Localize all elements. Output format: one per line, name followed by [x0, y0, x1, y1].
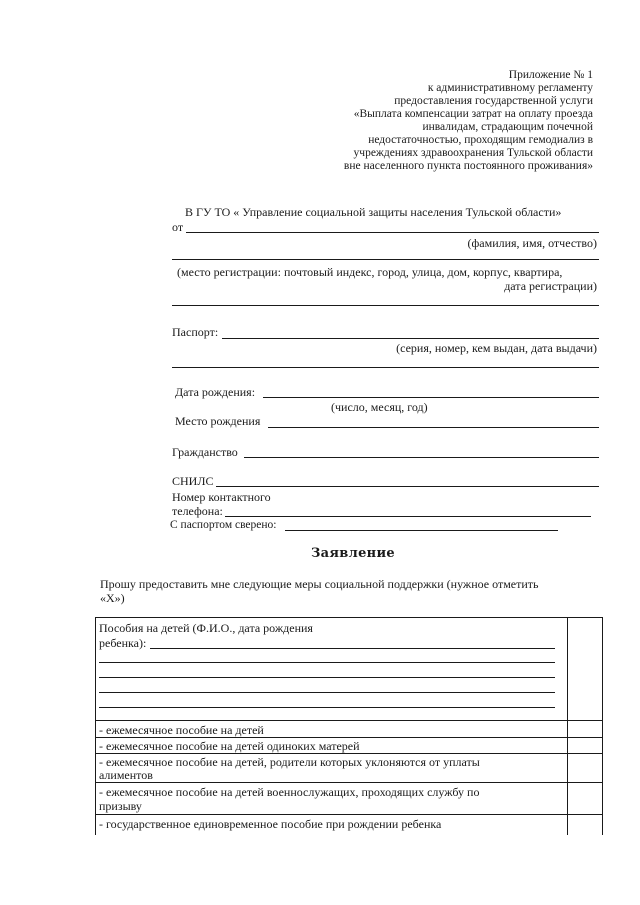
- addressee-to: В ГУ ТО « Управление социальной защиты населения Тульской области»: [185, 205, 562, 219]
- dob-line[interactable]: [263, 397, 599, 398]
- fio-line[interactable]: [186, 232, 599, 233]
- header-line-4: «Выплата компенсации затрат на оплату проезда: [353, 108, 593, 120]
- benefit-checkbox[interactable]: [568, 754, 602, 782]
- table-row-divider: [95, 782, 603, 783]
- phone-line[interactable]: [225, 516, 591, 517]
- benefit-row-label: - ежемесячное пособие на детей военнослужащих, проходящих службу по: [99, 785, 480, 799]
- table-row-divider: [95, 814, 603, 815]
- benefit-row-label: - ежемесячное пособие на детей, родители которых уклоняются от уплаты: [99, 755, 480, 769]
- citizenship-line[interactable]: [244, 457, 599, 458]
- snils-line[interactable]: [216, 486, 599, 487]
- header-line-1: Приложение № 1: [508, 69, 593, 81]
- dob-label: Дата рождения:: [175, 385, 256, 399]
- birthplace-line[interactable]: [268, 427, 599, 428]
- from-label: от: [172, 220, 184, 234]
- citizenship-label: Гражданство: [172, 445, 238, 459]
- table-row-divider: [95, 720, 603, 721]
- children-line[interactable]: [99, 707, 555, 708]
- registration-hint-2: дата регистрации): [504, 279, 597, 293]
- statement-intro-2: «Х»): [100, 591, 125, 605]
- passport-label: Паспорт:: [172, 325, 219, 339]
- benefit-checkbox[interactable]: [568, 738, 602, 753]
- registration-hint-1: (место регистрации: почтовый индекс, город, улица, дом, корпус, квартира,: [177, 265, 563, 279]
- children-line[interactable]: [99, 677, 555, 678]
- children-line[interactable]: [99, 692, 555, 693]
- benefit-checkbox[interactable]: [568, 721, 602, 737]
- children-label-1: Пособия на детей (Ф.И.О., дата рождения: [99, 621, 313, 635]
- table-row-divider: [95, 737, 603, 738]
- fio-line-2[interactable]: [172, 259, 599, 260]
- header-line-7: учреждениях здравоохранения Тульской области: [353, 147, 593, 159]
- registration-line[interactable]: [172, 305, 599, 306]
- benefit-checkbox[interactable]: [568, 783, 602, 814]
- benefit-checkbox[interactable]: [568, 815, 602, 835]
- snils-label: СНИЛС: [172, 474, 214, 488]
- table-left-border: [95, 617, 96, 835]
- header-line-6: недостаточностью, проходящим гемодиализ в: [368, 134, 593, 146]
- table-right-border: [602, 617, 603, 835]
- header-line-2: к административному регламенту: [427, 82, 593, 94]
- passport-line-2[interactable]: [172, 367, 599, 368]
- birthplace-label: Место рождения: [175, 414, 261, 428]
- phone-label-2: телефона:: [172, 504, 223, 518]
- statement-intro-1: Прошу предоставить мне следующие меры социальной поддержки (нужное отметить: [100, 577, 539, 591]
- table-top-border: [95, 617, 603, 618]
- passport-hint: (серия, номер, кем выдан, дата выдачи): [396, 341, 597, 355]
- children-line[interactable]: [99, 662, 555, 663]
- header-line-5: инвалидам, страдающим почечной: [422, 121, 593, 133]
- verified-label: С паспортом сверено:: [170, 519, 277, 531]
- statement-title: Заявление: [311, 546, 396, 561]
- children-checkbox[interactable]: [568, 618, 602, 720]
- benefit-row-label: - ежемесячное пособие на детей одиноких матерей: [99, 739, 360, 753]
- children-line[interactable]: [150, 648, 555, 649]
- fio-hint: (фамилия, имя, отчество): [467, 236, 597, 250]
- header-line-8: вне населенного пункта постоянного проживания»: [343, 160, 593, 172]
- verified-line[interactable]: [285, 530, 558, 531]
- benefit-row-label-cont: призыву: [99, 799, 142, 813]
- header-line-3: предоставления государственной услуги: [394, 95, 593, 107]
- phone-label-1: Номер контактного: [172, 490, 271, 504]
- benefit-row-label: - государственное единовременное пособие при рождении ребенка: [99, 817, 442, 831]
- benefit-row-label-cont: алиментов: [99, 768, 153, 782]
- passport-line[interactable]: [222, 338, 599, 339]
- table-row-divider: [95, 753, 603, 754]
- dob-hint: (число, месяц, год): [331, 400, 428, 414]
- benefit-row-label: - ежемесячное пособие на детей: [99, 723, 264, 737]
- children-label-2: ребенка):: [99, 636, 147, 650]
